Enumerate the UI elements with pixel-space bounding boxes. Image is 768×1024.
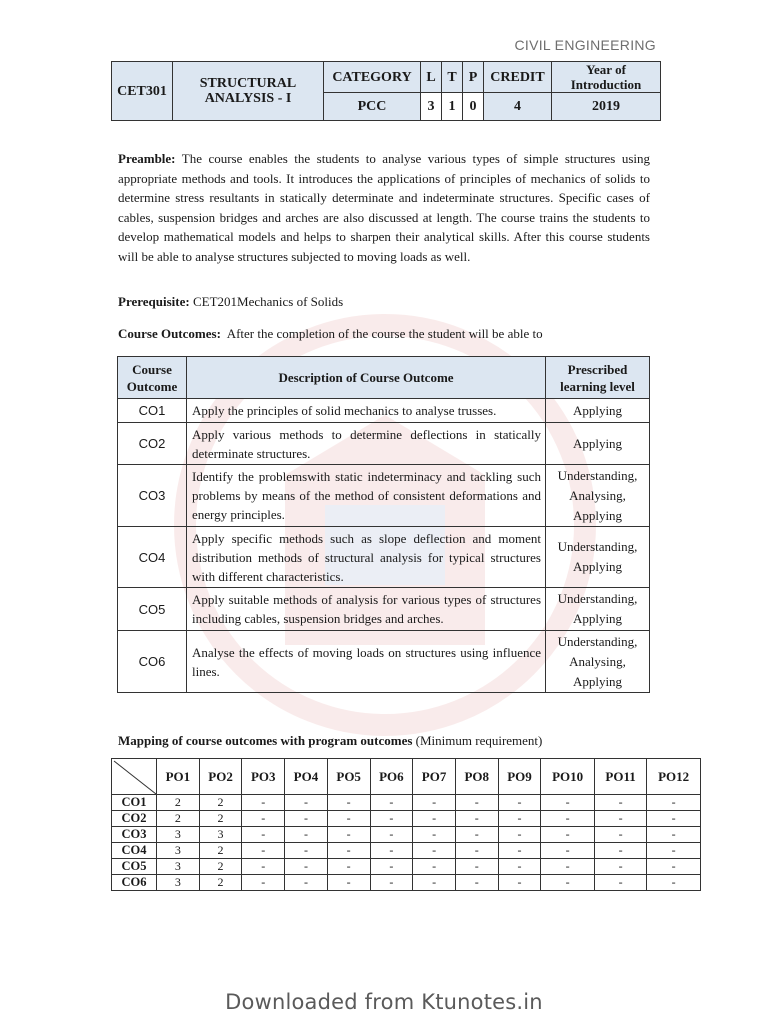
mapping-cell: 3 <box>157 843 200 859</box>
value-year: 2019 <box>552 93 661 121</box>
course-outcomes-text: After the completion of the course the student will be able to <box>226 326 543 341</box>
mapping-cell: 2 <box>199 795 242 811</box>
label-credit: CREDIT <box>484 62 552 93</box>
course-name-line2: ANALYSIS - I <box>204 91 292 106</box>
value-category: PCC <box>324 93 421 121</box>
label-year <box>552 62 661 93</box>
mapping-cell: - <box>498 827 541 843</box>
table-row <box>118 588 650 631</box>
mapping-cell: - <box>455 843 498 859</box>
table-row <box>112 843 701 859</box>
co-header-outcome-line2: Outcome <box>126 378 178 394</box>
co-id: CO4 <box>118 527 187 588</box>
co-level-line: Understanding, <box>557 539 638 554</box>
mapping-cell: - <box>327 827 370 843</box>
co-description: Apply the principles of solid mechanics to analyse trusses. <box>187 399 546 423</box>
prerequisite <box>118 292 650 312</box>
co-id: CO5 <box>118 588 187 631</box>
label-year-line1: Year of <box>586 62 626 77</box>
mapping-column-header: PO7 <box>413 759 456 795</box>
table-row <box>112 859 701 875</box>
course-outcomes-label: Course Outcomes: <box>118 326 221 341</box>
co-description: Apply various methods to determine deflections in statically determinate structures. <box>187 423 546 465</box>
mapping-cell: - <box>242 843 285 859</box>
mapping-cell: 2 <box>199 811 242 827</box>
mapping-cell: - <box>498 843 541 859</box>
mapping-cell: - <box>413 875 456 891</box>
value-credit: 4 <box>484 93 552 121</box>
mapping-cell: - <box>327 859 370 875</box>
mapping-cell: 2 <box>199 875 242 891</box>
mapping-cell: - <box>541 859 595 875</box>
co-level-line: Applying <box>572 611 623 626</box>
mapping-cell: - <box>370 811 413 827</box>
mapping-cell: - <box>647 859 701 875</box>
co-level-line: Applying <box>572 559 623 574</box>
mapping-cell: - <box>455 795 498 811</box>
mapping-cell: - <box>327 875 370 891</box>
preamble-label: Preamble: <box>118 151 176 166</box>
co-header-level-line1: Prescribed <box>567 361 628 377</box>
mapping-cell: - <box>413 795 456 811</box>
mapping-cell: - <box>498 875 541 891</box>
co-level <box>546 465 650 527</box>
mapping-cell: - <box>370 859 413 875</box>
co-level-line: Understanding, <box>557 633 638 649</box>
table-row <box>112 811 701 827</box>
diagonal-line <box>112 759 156 794</box>
mapping-row-header: CO3 <box>112 827 157 843</box>
mapping-cell: - <box>242 795 285 811</box>
mapping-row-header: CO4 <box>112 843 157 859</box>
mapping-cell: - <box>541 811 595 827</box>
mapping-column-header: PO6 <box>370 759 413 795</box>
mapping-cell: 3 <box>157 859 200 875</box>
table-row <box>118 423 650 465</box>
co-level-line: Analysing, <box>569 487 626 503</box>
table-row <box>118 399 650 423</box>
mapping-row-header: CO2 <box>112 811 157 827</box>
mapping-cell: - <box>285 811 328 827</box>
co-header-description: Description of Course Outcome <box>187 357 546 399</box>
mapping-corner-cell <box>112 759 157 795</box>
mapping-column-header: PO5 <box>327 759 370 795</box>
co-level <box>546 588 650 631</box>
mapping-column-header: PO8 <box>455 759 498 795</box>
label-l: L <box>421 62 442 93</box>
co-id: CO2 <box>118 423 187 465</box>
mapping-cell: - <box>285 859 328 875</box>
mapping-cell: - <box>594 795 646 811</box>
table-row <box>118 527 650 588</box>
course-code: CET301 <box>112 62 173 121</box>
co-level-line: Understanding, <box>557 467 638 483</box>
mapping-cell: - <box>594 811 646 827</box>
course-name <box>173 62 324 121</box>
mapping-cell: - <box>370 843 413 859</box>
label-p: P <box>463 62 484 93</box>
download-footer: Downloaded from Ktunotes.in <box>225 990 543 1014</box>
mapping-note: (Minimum requirement) <box>415 733 543 748</box>
mapping-column-header: PO4 <box>285 759 328 795</box>
co-description: Apply specific methods such as slope deflection and moment distribution methods of structural analysis for typical structures with different characteristics. <box>187 527 546 588</box>
co-level-line: Applying <box>572 507 623 523</box>
mapping-cell: - <box>413 843 456 859</box>
co-level-line: Analysing, <box>569 653 626 669</box>
mapping-cell: - <box>498 859 541 875</box>
mapping-cell: - <box>647 875 701 891</box>
co-description: Apply suitable methods of analysis for various types of structures including cables, suspension bridges and arches. <box>187 588 546 631</box>
value-l: 3 <box>421 93 442 121</box>
mapping-cell: - <box>370 795 413 811</box>
co-description: Identify the problemswith static indeterminacy and tackling such problems by means of the method of consistent deformations and energy principles. <box>187 465 546 527</box>
mapping-cell: - <box>242 859 285 875</box>
mapping-cell: 2 <box>157 795 200 811</box>
mapping-cell: 2 <box>199 859 242 875</box>
mapping-cell: - <box>327 811 370 827</box>
mapping-cell: - <box>541 875 595 891</box>
mapping-cell: 3 <box>157 827 200 843</box>
mapping-cell: - <box>647 843 701 859</box>
label-t: T <box>442 62 463 93</box>
mapping-column-header: PO1 <box>157 759 200 795</box>
mapping-cell: - <box>285 795 328 811</box>
mapping-cell: - <box>285 827 328 843</box>
mapping-row-header: CO5 <box>112 859 157 875</box>
mapping-cell: - <box>498 795 541 811</box>
mapping-cell: - <box>498 811 541 827</box>
prerequisite-text: CET201Mechanics of Solids <box>192 294 344 309</box>
value-t: 1 <box>442 93 463 121</box>
co-header-outcome <box>118 357 187 399</box>
label-year-line2: Introduction <box>570 77 642 92</box>
mapping-title-bold: Mapping of course outcomes with program outcomes <box>118 733 413 748</box>
mapping-cell: - <box>455 811 498 827</box>
prerequisite-label: Prerequisite: <box>118 294 190 309</box>
label-category: CATEGORY <box>324 62 421 93</box>
value-p: 0 <box>463 93 484 121</box>
mapping-cell: - <box>413 859 456 875</box>
co-header-level-line2: learning level <box>560 378 635 394</box>
mapping-cell: - <box>242 811 285 827</box>
mapping-cell: - <box>327 795 370 811</box>
co-level-line: Applying <box>572 402 623 418</box>
mapping-cell: 2 <box>157 811 200 827</box>
mapping-cell: 2 <box>199 843 242 859</box>
co-level-line: Understanding, <box>557 591 638 606</box>
mapping-row-header: CO1 <box>112 795 157 811</box>
course-name-line1: STRUCTURAL <box>199 76 297 91</box>
mapping-cell: - <box>370 827 413 843</box>
mapping-cell: - <box>541 843 595 859</box>
co-header-outcome-line1: Course <box>132 361 172 377</box>
mapping-cell: - <box>413 827 456 843</box>
table-row <box>112 795 701 811</box>
co-description: Analyse the effects of moving loads on structures using influence lines. <box>187 631 546 693</box>
mapping-cell: 3 <box>199 827 242 843</box>
mapping-cell: - <box>285 875 328 891</box>
co-id: CO6 <box>118 631 187 693</box>
mapping-cell: - <box>413 811 456 827</box>
preamble-text: The course enables the students to analyse various types of simple structures using appropriate methods and tools. It introduces the applications of principles of mechanics of solids to determine stress resultants in statically determinate and indeterminate structures. Specific cases of cables, suspension bridges and arches are also discussed at length. The course trains the students to develop mathematical models and helps to sharpen their analytical skills. After this course students will be able to analyse structures subjected to moving loads as well. <box>118 151 650 264</box>
co-level <box>546 527 650 588</box>
preamble <box>118 149 650 267</box>
co-level <box>546 423 650 465</box>
co-level <box>546 399 650 423</box>
mapping-cell: - <box>647 827 701 843</box>
mapping-cell: - <box>594 827 646 843</box>
mapping-row-header: CO6 <box>112 875 157 891</box>
mapping-column-header: PO10 <box>541 759 595 795</box>
mapping-cell: - <box>285 843 328 859</box>
mapping-cell: - <box>594 875 646 891</box>
co-header-level <box>546 357 650 399</box>
co-level <box>546 631 650 693</box>
mapping-cell: - <box>594 843 646 859</box>
mapping-cell: - <box>594 859 646 875</box>
mapping-table <box>111 758 701 891</box>
table-row <box>118 465 650 527</box>
co-id: CO3 <box>118 465 187 527</box>
course-outcomes-intro <box>118 324 650 344</box>
mapping-cell: - <box>242 827 285 843</box>
mapping-column-header: PO11 <box>594 759 646 795</box>
mapping-cell: - <box>647 811 701 827</box>
mapping-column-header: PO9 <box>498 759 541 795</box>
mapping-cell: - <box>327 843 370 859</box>
table-row <box>112 875 701 891</box>
co-level-line: Applying <box>572 673 623 689</box>
table-row <box>118 631 650 693</box>
mapping-cell: - <box>455 875 498 891</box>
mapping-column-header: PO12 <box>647 759 701 795</box>
mapping-column-header: PO3 <box>242 759 285 795</box>
mapping-cell: 3 <box>157 875 200 891</box>
mapping-title <box>118 733 542 749</box>
mapping-column-header: PO2 <box>199 759 242 795</box>
mapping-cell: - <box>541 827 595 843</box>
course-outcomes-table <box>117 356 650 693</box>
co-id: CO1 <box>118 399 187 423</box>
department-header: CIVIL ENGINEERING <box>514 37 656 53</box>
mapping-cell: - <box>647 795 701 811</box>
course-header-table <box>111 61 661 121</box>
mapping-cell: - <box>455 827 498 843</box>
mapping-cell: - <box>541 795 595 811</box>
table-row <box>112 827 701 843</box>
co-level-line: Applying <box>572 435 623 451</box>
mapping-cell: - <box>370 875 413 891</box>
mapping-cell: - <box>242 875 285 891</box>
mapping-cell: - <box>455 859 498 875</box>
